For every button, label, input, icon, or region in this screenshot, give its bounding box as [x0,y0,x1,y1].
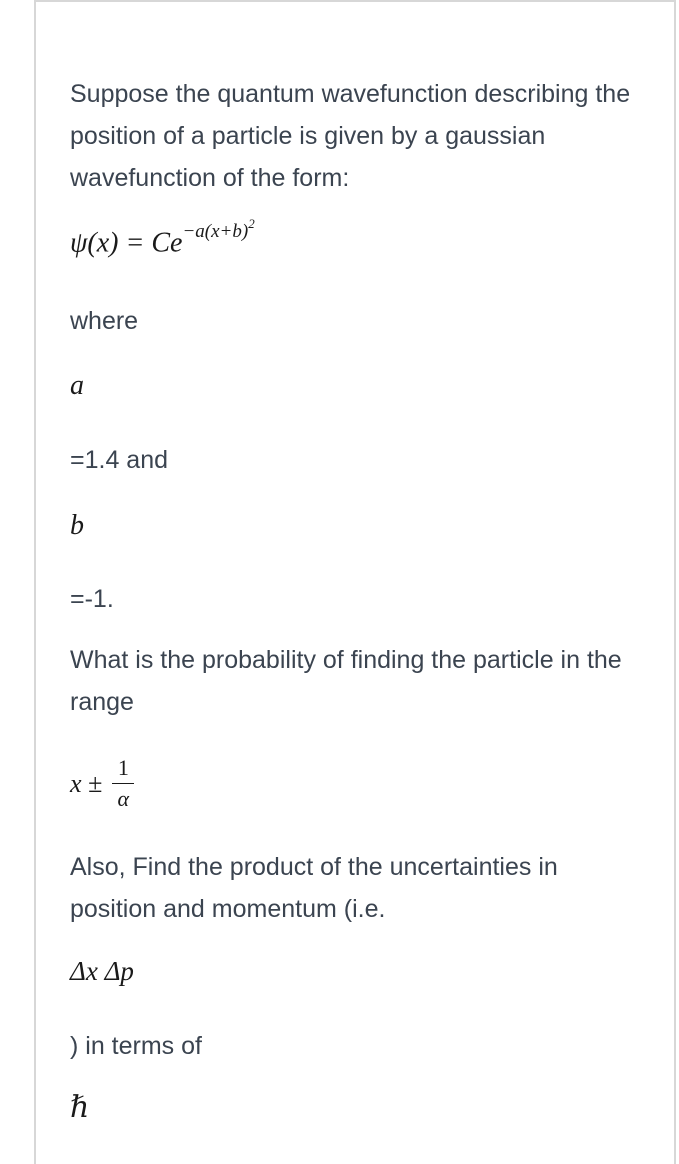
range-left: x ± [70,768,103,798]
variable-b: b [70,510,84,541]
a-value: =1.4 and [70,446,169,474]
range-expression [70,755,134,812]
wavefunction-exponent: −a(x+b)2 [182,216,255,243]
range-fraction [112,755,134,812]
probability-question: What is the probability of finding the particle in the range [70,646,622,716]
wavefunction-power: 2 [248,216,255,231]
where-label: where [70,307,139,335]
wavefunction-equation [70,216,255,260]
b-value: =-1. [70,585,114,613]
uncertainty-product: Δx Δp [70,956,134,986]
question-intro: Suppose the quantum wavefunction describing the position of a particle is given by a gaussian wavefunction of the form: [70,80,631,192]
in-terms-of: ) in terms of [70,1032,202,1060]
fraction-numerator: 1 [117,755,129,780]
uncertainty-question: Also, Find the product of the uncertainties in position and momentum (i.e. [70,853,558,923]
fraction-denominator: α [117,786,130,811]
fraction-bar [112,783,134,784]
variable-a: a [70,370,84,401]
hbar-symbol: ℏ [70,1091,90,1124]
wavefunction-lhs: ψ(x) = Ce [70,227,183,259]
